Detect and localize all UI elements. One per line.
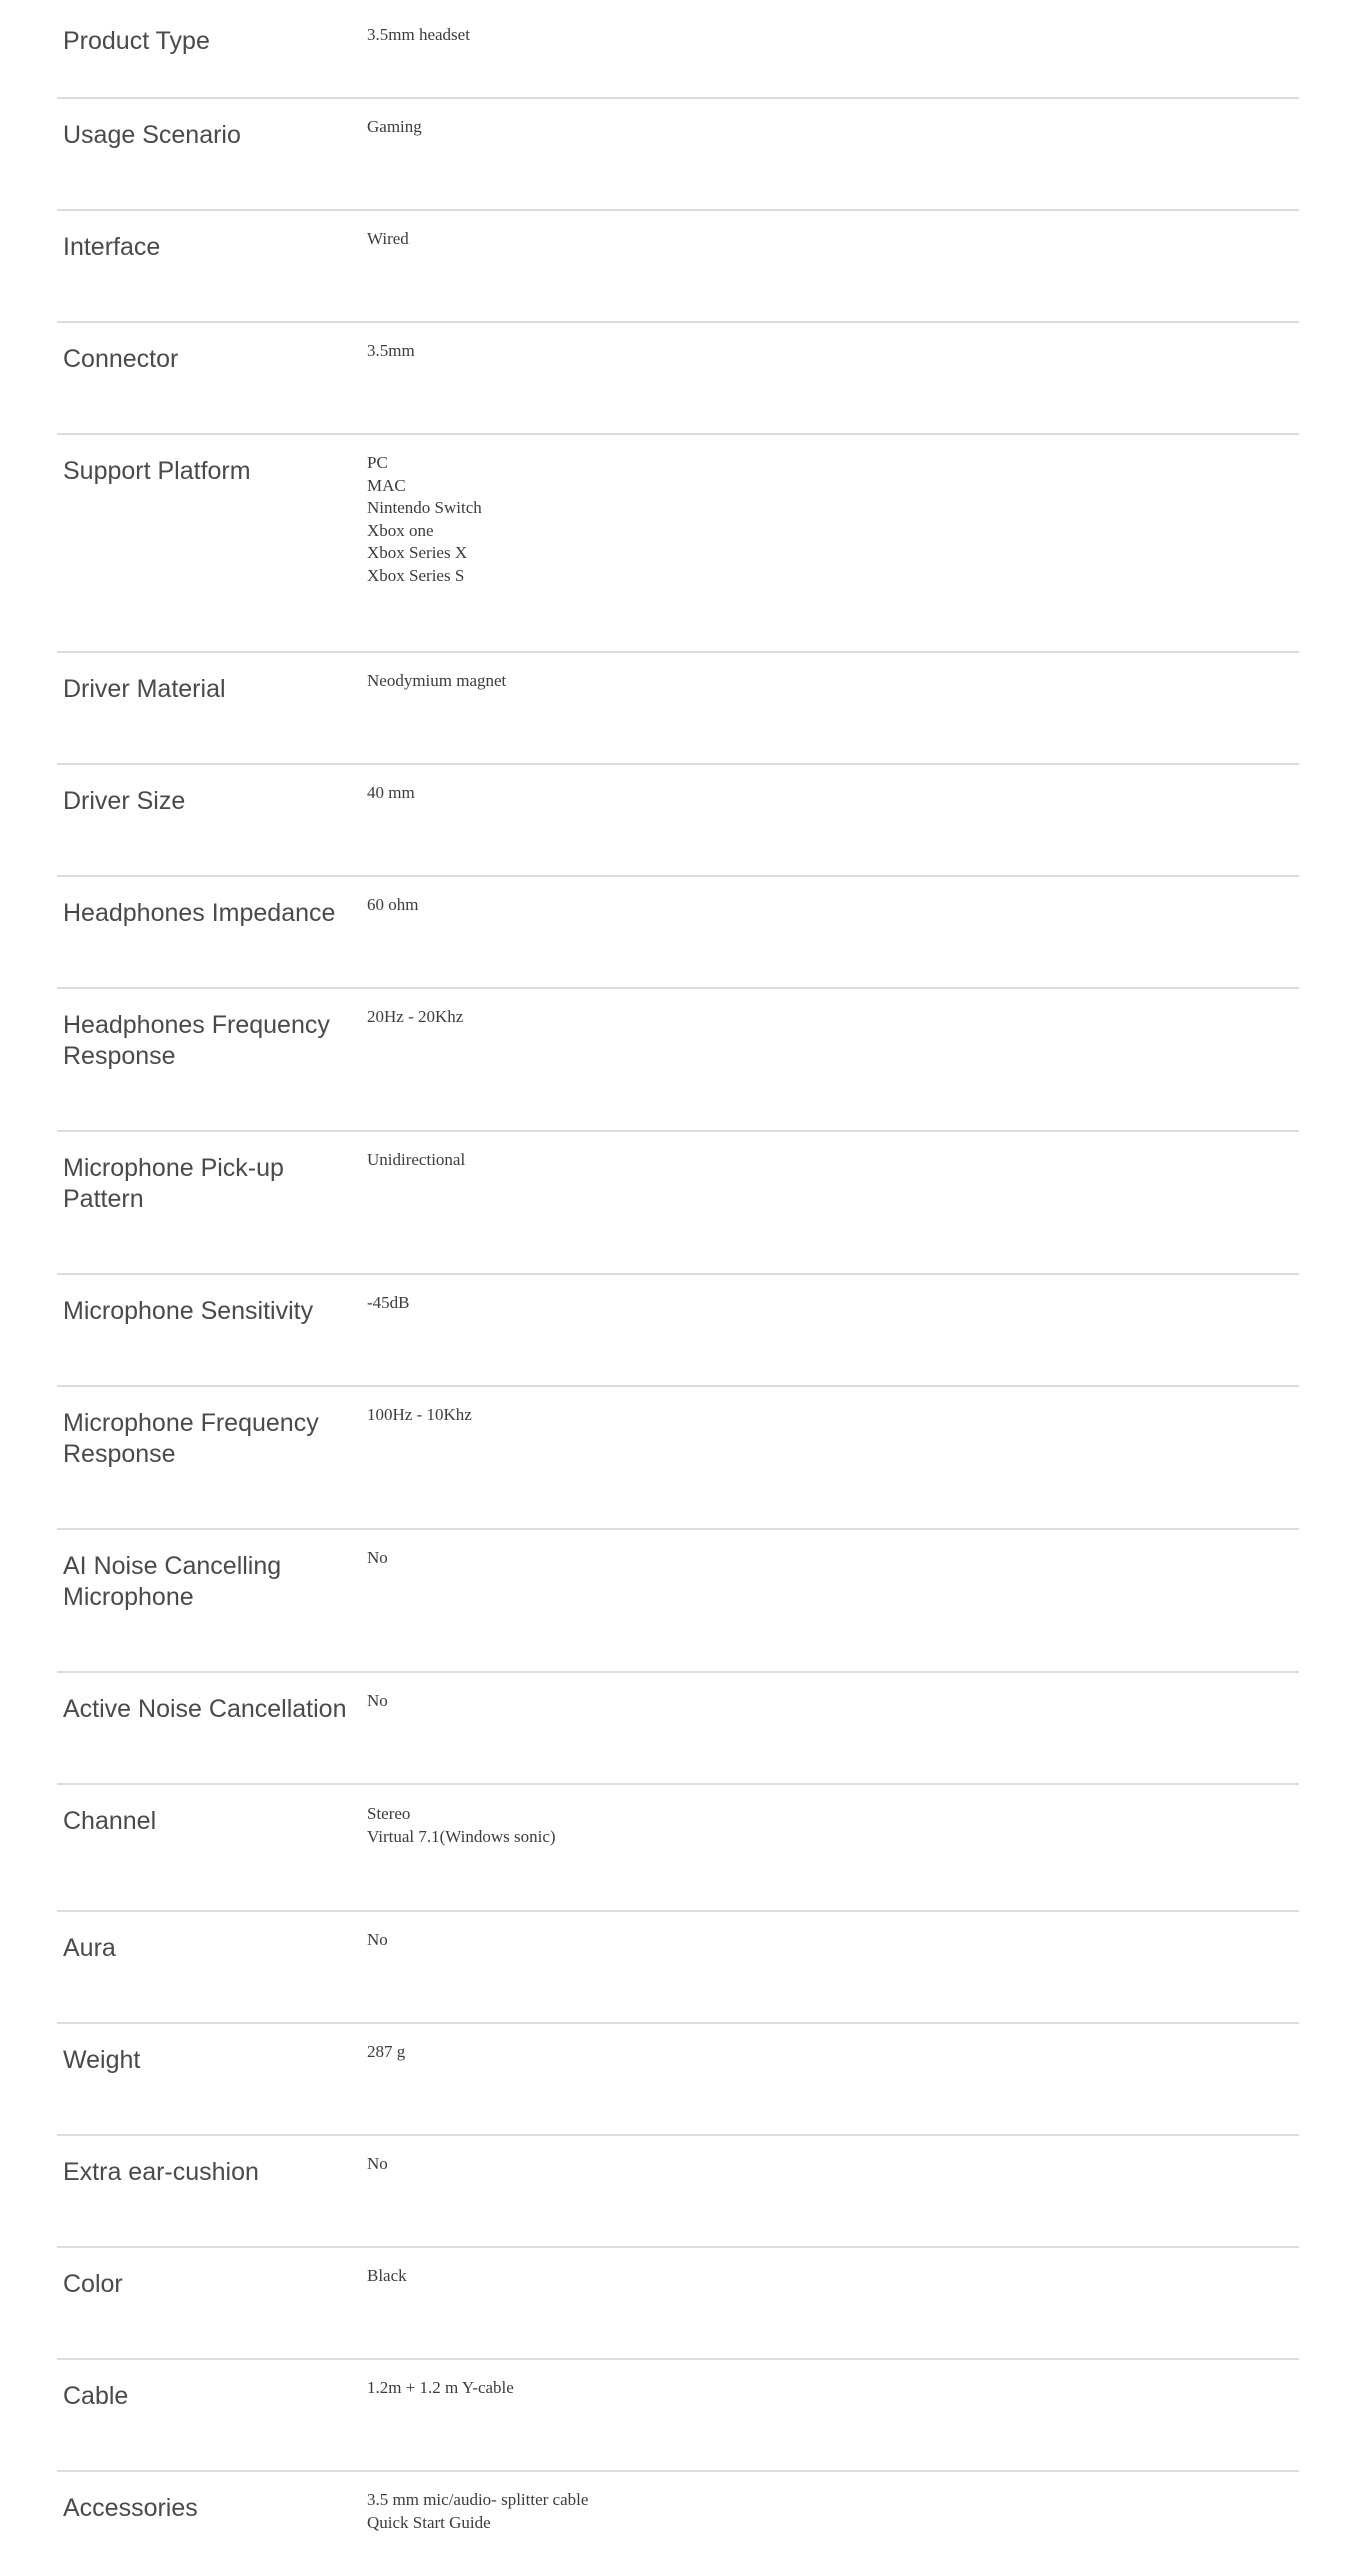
spec-row bbox=[57, 1785, 1299, 1912]
spec-row bbox=[57, 435, 1299, 653]
spec-label: Extra ear-cushion bbox=[63, 2158, 259, 2186]
spec-label: Color bbox=[63, 2270, 123, 2298]
spec-value: Stereo bbox=[367, 1804, 411, 1823]
spec-values bbox=[364, 1530, 1299, 1570]
spec-values bbox=[364, 989, 1299, 1029]
spec-value: 1.2m + 1.2 m Y-cable bbox=[367, 2378, 514, 2397]
spec-label: Microphone Pick-up Pattern bbox=[63, 1154, 284, 1213]
spec-value: No bbox=[367, 1691, 388, 1710]
spec-values bbox=[364, 877, 1299, 917]
spec-value: 3.5mm headset bbox=[367, 25, 470, 44]
spec-row bbox=[57, 1530, 1299, 1673]
spec-label: Headphones Impedance bbox=[63, 899, 336, 927]
spec-value: Xbox one bbox=[367, 520, 434, 540]
spec-label: Interface bbox=[63, 233, 161, 261]
spec-label: Driver Size bbox=[63, 787, 186, 815]
spec-values bbox=[364, 1673, 1299, 1713]
spec-label: Product Type bbox=[63, 27, 210, 55]
spec-values bbox=[364, 2472, 1299, 2534]
spec-row bbox=[57, 2360, 1299, 2472]
spec-value: -45dB bbox=[367, 1293, 410, 1312]
spec-values bbox=[364, 2136, 1299, 2176]
spec-value: Neodymium magnet bbox=[367, 671, 507, 690]
spec-row bbox=[57, 1132, 1299, 1275]
spec-value: Black bbox=[367, 2266, 407, 2285]
spec-value: Unidirectional bbox=[367, 1150, 466, 1169]
spec-row bbox=[57, 1912, 1299, 2024]
spec-label: AI Noise Cancelling Microphone bbox=[63, 1552, 282, 1611]
spec-values bbox=[364, 211, 1299, 251]
spec-label: Aura bbox=[63, 1934, 116, 1962]
spec-value: Nintendo Switch bbox=[367, 498, 482, 517]
spec-value: 40 mm bbox=[367, 783, 415, 802]
spec-value: 100Hz - 10Khz bbox=[367, 1405, 472, 1424]
spec-row bbox=[57, 2024, 1299, 2136]
spec-value: Xbox Series X bbox=[367, 543, 468, 562]
spec-value: Wired bbox=[367, 229, 409, 248]
spec-value: 20Hz - 20Khz bbox=[367, 1007, 464, 1026]
spec-value: 3.5mm bbox=[367, 341, 415, 360]
spec-label: Accessories bbox=[63, 2494, 198, 2522]
spec-row bbox=[57, 1387, 1299, 1530]
spec-values bbox=[364, 2248, 1299, 2288]
spec-values bbox=[364, 323, 1299, 363]
spec-row bbox=[57, 0, 1299, 99]
spec-label: Active Noise Cancellation bbox=[63, 1695, 347, 1723]
spec-value: Quick Start Guide bbox=[367, 2512, 491, 2532]
spec-row bbox=[57, 1275, 1299, 1387]
spec-values bbox=[364, 765, 1299, 805]
spec-value: Xbox Series S bbox=[367, 565, 465, 585]
spec-label: Channel bbox=[63, 1807, 157, 1835]
spec-row bbox=[57, 211, 1299, 323]
spec-row bbox=[57, 877, 1299, 989]
spec-value: No bbox=[367, 1548, 388, 1567]
spec-values bbox=[364, 435, 1299, 587]
spec-label: Weight bbox=[63, 2046, 141, 2074]
spec-values bbox=[364, 1132, 1299, 1172]
spec-label: Driver Material bbox=[63, 675, 226, 703]
spec-values bbox=[364, 2360, 1299, 2400]
spec-row bbox=[57, 99, 1299, 211]
spec-value: Virtual 7.1(Windows sonic) bbox=[367, 1826, 556, 1846]
spec-label: Usage Scenario bbox=[63, 121, 241, 149]
spec-values bbox=[364, 99, 1299, 139]
spec-label: Headphones Frequency Response bbox=[63, 1011, 330, 1070]
spec-label: Cable bbox=[63, 2382, 129, 2410]
spec-row bbox=[57, 653, 1299, 765]
spec-values bbox=[364, 653, 1299, 693]
spec-value: PC bbox=[367, 453, 388, 472]
spec-label: Connector bbox=[63, 345, 179, 373]
spec-value: No bbox=[367, 2154, 388, 2173]
spec-row bbox=[57, 989, 1299, 1132]
spec-row bbox=[57, 765, 1299, 877]
spec-values bbox=[364, 1785, 1299, 1848]
spec-values bbox=[364, 1387, 1299, 1427]
spec-row bbox=[57, 2248, 1299, 2360]
spec-row bbox=[57, 2136, 1299, 2248]
spec-value: MAC bbox=[367, 475, 406, 495]
spec-value: 60 ohm bbox=[367, 895, 419, 914]
spec-value: No bbox=[367, 1930, 388, 1949]
spec-value: 287 g bbox=[367, 2042, 406, 2061]
spec-label: Microphone Frequency Response bbox=[63, 1409, 319, 1468]
spec-label: Support Platform bbox=[63, 457, 251, 485]
spec-row bbox=[57, 1673, 1299, 1785]
spec-value: 3.5 mm mic/audio- splitter cable bbox=[367, 2490, 589, 2509]
spec-row bbox=[57, 2472, 1299, 2552]
spec-values bbox=[364, 0, 1299, 47]
spec-row bbox=[57, 323, 1299, 435]
spec-values bbox=[364, 1912, 1299, 1952]
spec-label: Microphone Sensitivity bbox=[63, 1297, 314, 1325]
spec-values bbox=[364, 2024, 1299, 2064]
spec-values bbox=[364, 1275, 1299, 1315]
spec-value: Gaming bbox=[367, 117, 422, 136]
